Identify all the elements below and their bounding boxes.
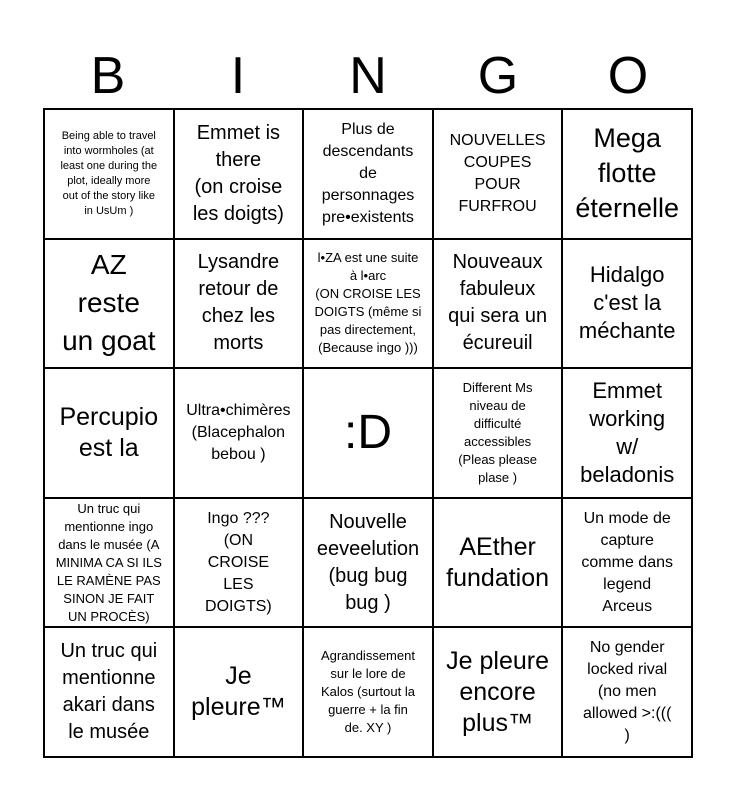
header-letter-i: I (230, 47, 246, 105)
bingo-cell-r1-c5[interactable] (562, 109, 692, 239)
bingo-grid (43, 108, 693, 758)
bingo-cell-r5-c5[interactable] (562, 627, 692, 757)
bingo-cell-r4-c1[interactable] (44, 498, 174, 628)
cell-text: Being able to travel into wormholes (at least one during the plot, ideally more out of the story like in UsUm ) (60, 129, 158, 217)
cell-text: Ingo ??? (ON CROISE LES DOIGTS) (205, 509, 272, 615)
cell-text: Nouvelle eeveelution (bug bug bug ) (316, 510, 420, 614)
cell-text: Emmet working w/ beladonis (580, 377, 675, 487)
cell-text: Je pleure™ (191, 662, 286, 722)
bingo-cell-r1-c3[interactable] (303, 109, 433, 239)
cell-text: Plus de descendants de personnages pre•existents (321, 120, 415, 226)
cell-text: Mega flotte éternelle (575, 123, 679, 224)
bingo-cell-r2-c3[interactable] (303, 239, 433, 369)
cell-text: Agrandissement sur le lore de Kalos (surtout la guerre + la fin de. XY ) (321, 648, 415, 736)
header-letter-n: N (349, 47, 387, 105)
cell-text: Emmet is there (on croise les doigts) (192, 121, 284, 225)
bingo-cell-r1-c4[interactable] (433, 109, 563, 239)
bingo-cell-r1-c1[interactable] (44, 109, 174, 239)
bingo-cell-r4-c3[interactable] (303, 498, 433, 628)
bingo-cell-r2-c5[interactable] (562, 239, 692, 369)
cell-text: Percupio est la (59, 402, 159, 462)
bingo-cell-r4-c2[interactable] (174, 498, 304, 628)
cell-text: :D (343, 405, 392, 459)
bingo-cell-r3-c2[interactable] (174, 368, 304, 498)
bingo-cell-r5-c3[interactable] (303, 627, 433, 757)
cell-text: AEther fundation (446, 532, 550, 592)
cell-text: Ultra•chimères (Blacephalon bebou ) (186, 401, 291, 463)
cell-text: Hidalgo c'est la méchante (578, 262, 676, 344)
bingo-cell-r2-c4[interactable] (433, 239, 563, 369)
bingo-cell-r3-c5[interactable] (562, 368, 692, 498)
bingo-cell-r2-c1[interactable] (44, 239, 174, 369)
cell-text: Un truc qui mentionne akari dans le musée (60, 640, 158, 744)
cell-text: Lysandre retour de chez les morts (197, 251, 280, 355)
bingo-cell-r5-c1[interactable] (44, 627, 174, 757)
cell-text: Un truc qui mentionne ingo dans le musée (A MINIMA CA SI ILS LE RAMÈNE PAS SINON JE FAIT UN PROCÈS) (55, 500, 162, 624)
cell-text: Nouveaux fabuleux qui sera un écureuil (448, 251, 548, 355)
bingo-cell-r5-c4[interactable] (433, 627, 563, 757)
bingo-cell-r5-c2[interactable] (174, 627, 304, 757)
cell-text: Je pleure encore plus™ (446, 646, 550, 737)
bingo-cell-r3-c1[interactable] (44, 368, 174, 498)
cell-text: NOUVELLES COUPES POUR FURFROU (449, 131, 546, 215)
header-letter-b: B (90, 47, 126, 105)
bingo-cell-r4-c4[interactable] (433, 498, 563, 628)
bingo-cell-r4-c5[interactable] (562, 498, 692, 628)
bingo-header (43, 44, 693, 108)
cell-text: No gender locked rival (no men allowed >:((( ) (582, 639, 672, 745)
cell-text: l•ZA est une suite à l•arc (ON CROISE LES DOIGTS (même si pas directement, (Because ingo ))) (314, 250, 422, 356)
cell-text: AZ reste un goat (62, 249, 156, 357)
header-letter-g: G (477, 47, 519, 105)
bingo-cell-r2-c2[interactable] (174, 239, 304, 369)
cell-text: Un mode de capture comme dans legend Arceus (581, 509, 673, 615)
header-letter-o: O (607, 47, 649, 105)
bingo-cell-r1-c2[interactable] (174, 109, 304, 239)
bingo-cell-r3-c4[interactable] (433, 368, 563, 498)
bingo-cell-r3-c3-free-space[interactable] (303, 368, 433, 498)
cell-text: Different Ms niveau de difficulté accessibles (Pleas please plase ) (458, 379, 537, 485)
